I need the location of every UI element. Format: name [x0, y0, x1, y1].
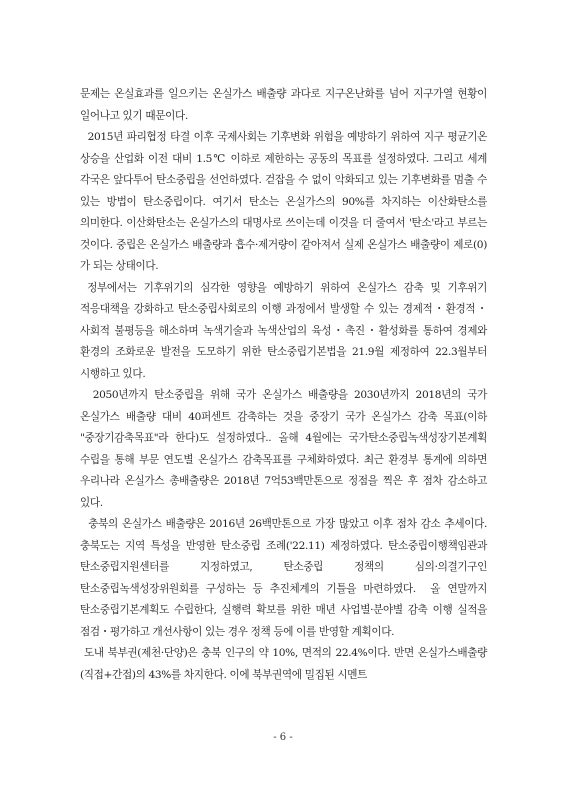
page-number: - 6 -	[273, 732, 293, 743]
paragraph-5: 충북의 온실가스 배출량은 2016년 26백만톤으로 가장 많았고 이후 점차 감소 추세이다. 충북도는 지역 특성을 반영한 탄소중립 조례('22.11) 제정하였다. 탄소중립이행책임관과 탄소중립지원센터를 지정하였고, 탄소중립 정책의 심의·의결기구인 탄소중립녹색성장위원회를 구성하는 등 추진체계의 기틀을 마련하였다. 올 연말까지 탄소중립기본계획도 수립한다, 실행력 확보를 위한 매년 사업별·분야별 감축 이행 실적을 점검・평가하고 개선사항이 있는 경우 정책 등에 이를 반영할 계획이다.	[80, 518, 487, 638]
paragraph-6: 도내 북부권(제천·단양)은 충북 인구의 약 10%, 면적의 22.4%이다. 반면 온실가스배출량(직접+간접)의 43%를 차지한다. 이에 북부권역에 밀집된 시멘트	[80, 647, 487, 681]
paragraph-3: 정부에서는 기후위기의 심각한 영향을 예방하기 위하여 온실가스 감축 및 기후위기 적응대책을 강화하고 탄소중립사회로의 이행 과정에서 발생할 수 있는 경제적・환경적・사회적 불평등을 해소하며 녹색기술과 녹색산업의 육성・촉진・활성화를 통하여 경제와 환경의 조화로운 발전을 도모하기 위한 탄소중립기본법을 21.9월 제정하여 22.3월부터 시행하고 있다.	[80, 281, 487, 380]
document-body	[80, 84, 487, 686]
paragraph-1: 문제는 온실효과를 일으키는 온실가스 배출량 과다로 지구온난화를 넘어 지구가열 현황이 일어나고 있기 때문이다.	[80, 88, 487, 122]
paragraph-2: 2015년 파리협정 타결 이후 국제사회는 기후변화 위험을 예방하기 위하여 지구 평균기온 상승을 산업화 이전 대비 1.5℃ 이하로 제한하는 공동의 목표를 설정하였다. 그리고 세계 각국은 앞다투어 탄소중립을 선언하였다. 걷잡을 수 없이 악화되고 있는 기후변화를 멈출 수 있는 방법이 탄소중립이다. 여기서 탄소는 온실가스의 90%를 차지하는 이산화탄소를 의미한다. 이산화탄소는 온실가스의 대명사로 쓰이는데 이것을 더 줄여서 '탄소'라고 부르는 것이다. 중립은 온실가스 배출량과 흡수·제거량이 같아져서 실제 온실가스 배출량이 제로(0)가 되는 상태이다.	[80, 131, 487, 272]
paragraph-4: 2050년까지 탄소중립을 위해 국가 온실가스 배출량을 2030년까지 2018년의 국가 온실가스 배출량 대비 40퍼센트 감축하는 것을 중장기 국가 온실가스 감축 목표(이하 "중장기감축목표"라 한다)도 설정하였다.. 올해 4월에는 국가탄소중립녹색성장기본계획 수립을 통해 부문 연도별 온실가스 감축목표를 구체화하였다. 최근 환경부 통계에 의하면 우리나라 온실가스 총배출량은 2018년 7억53백만톤으로 정점을 찍은 후 점차 감소하고 있다.	[80, 389, 487, 509]
